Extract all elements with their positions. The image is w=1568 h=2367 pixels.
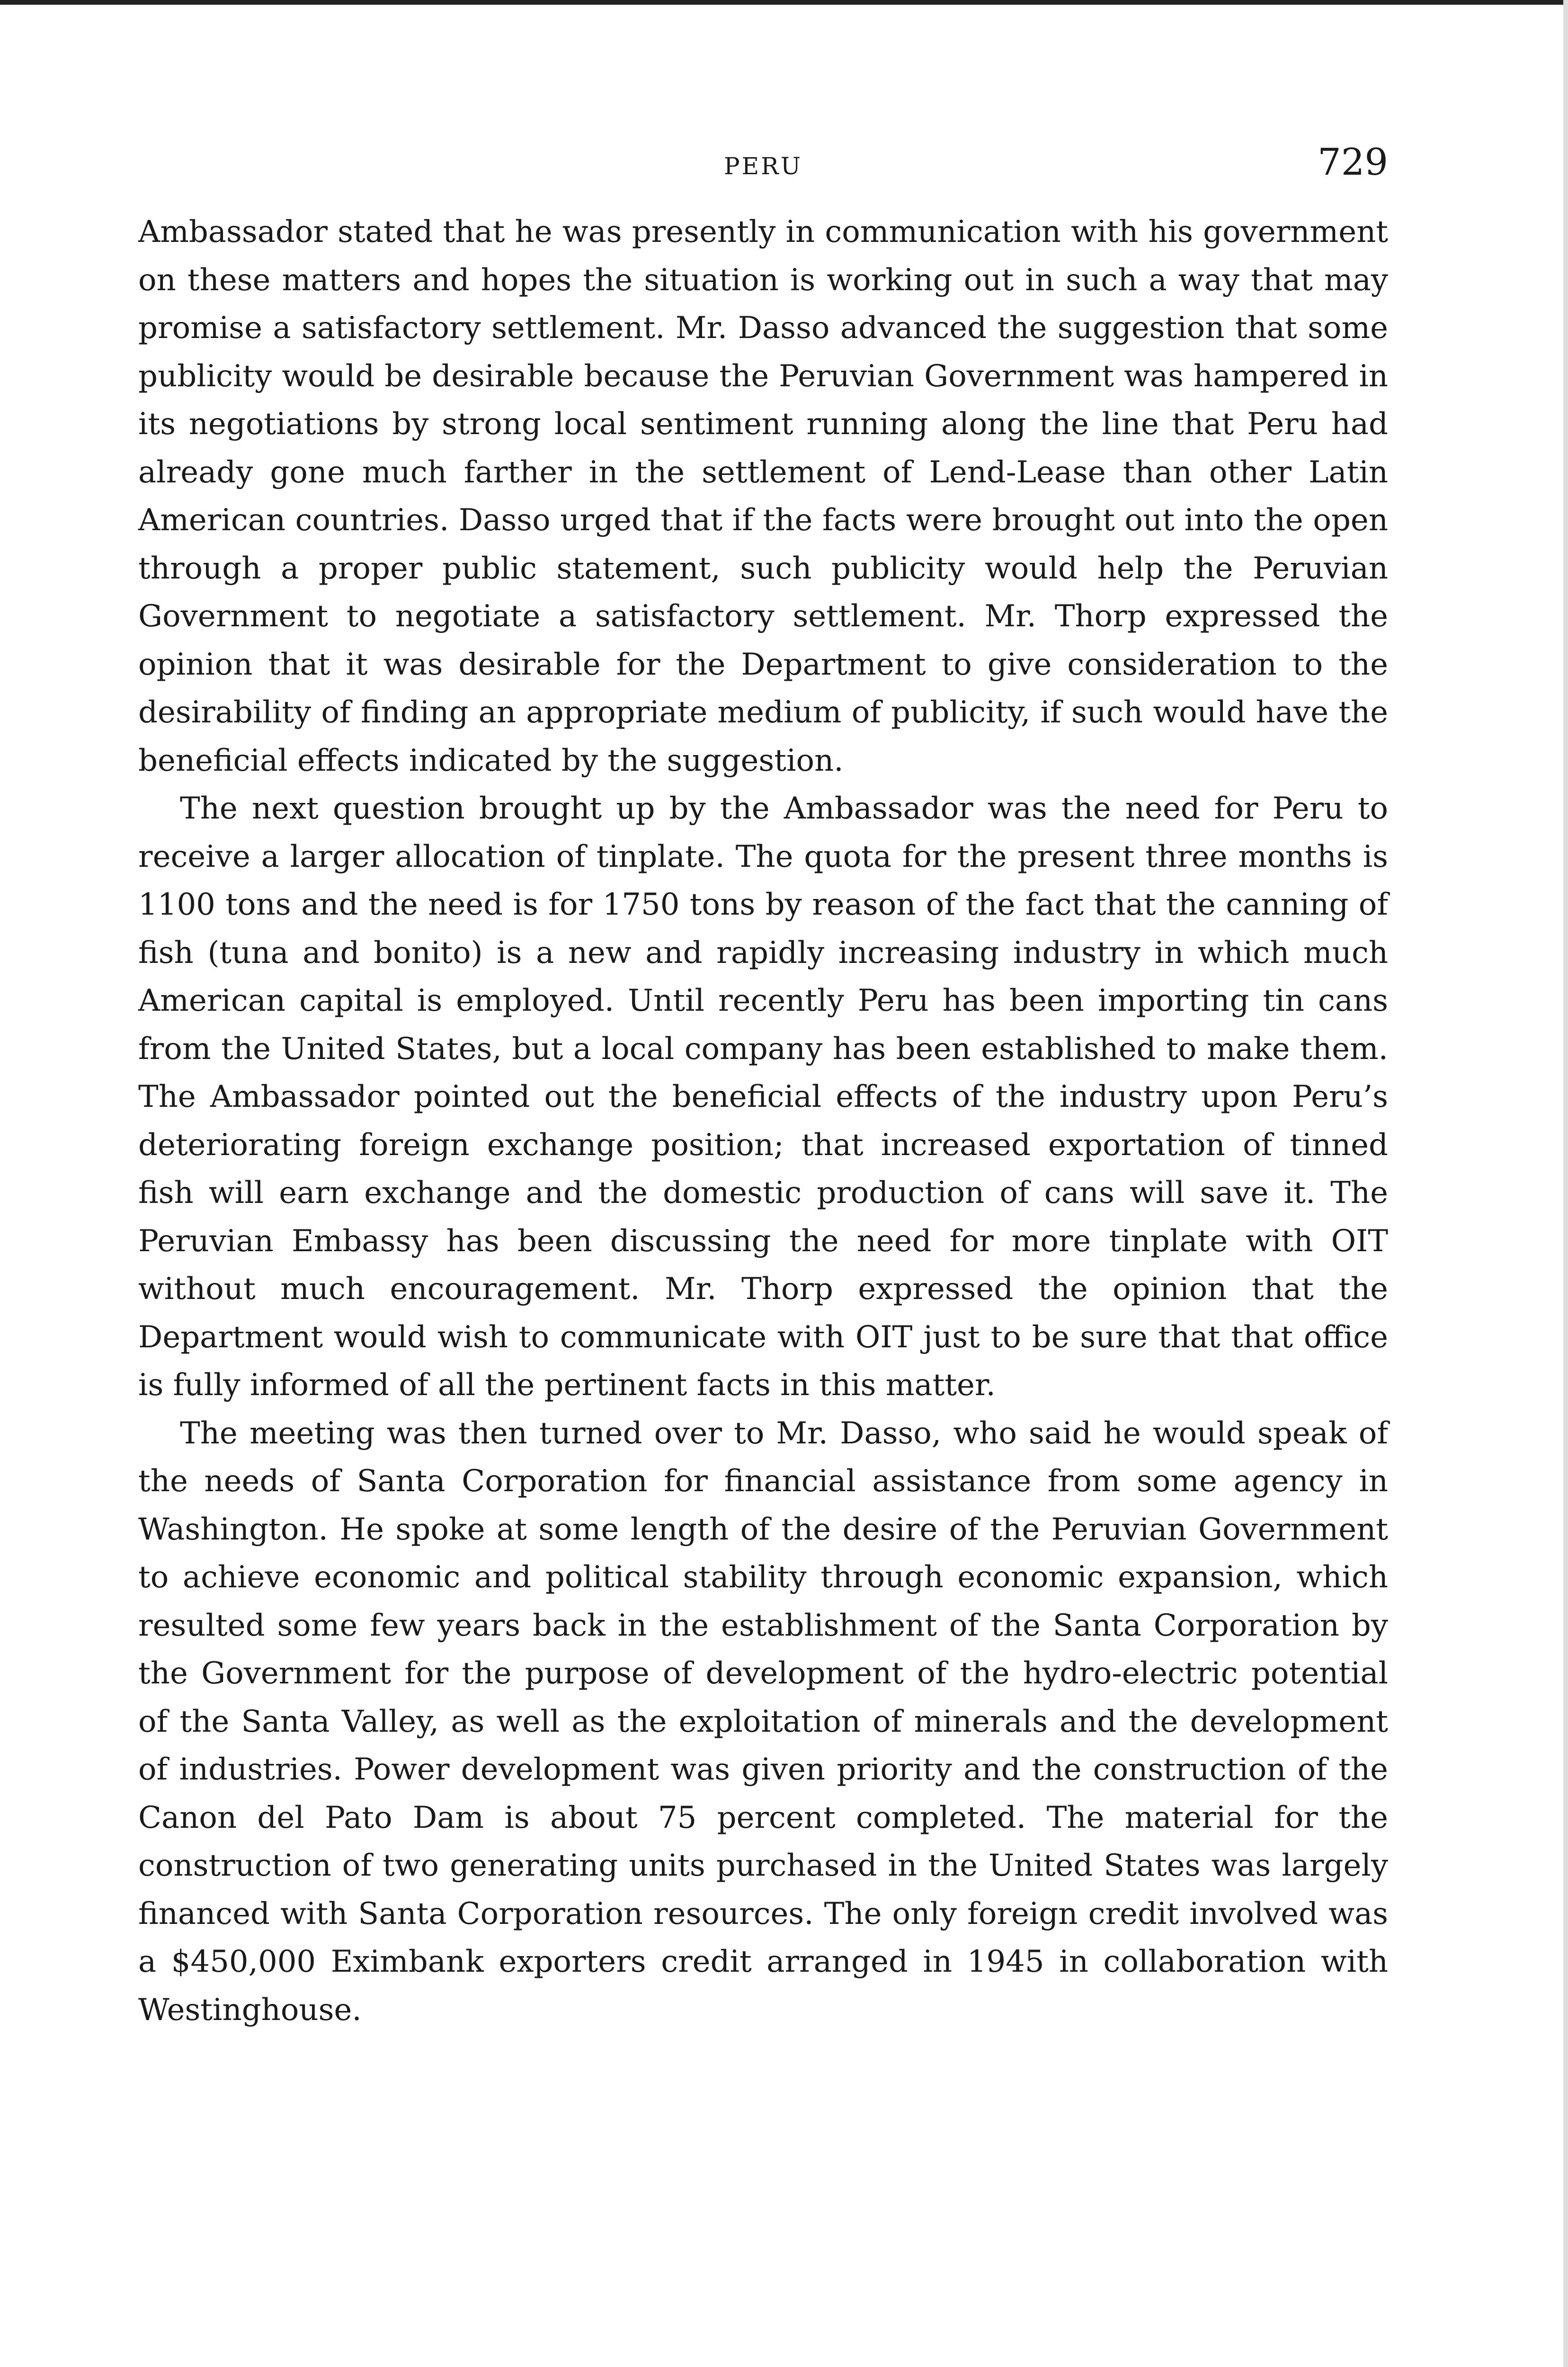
page-number: 729 bbox=[1318, 141, 1388, 184]
running-head bbox=[138, 137, 1388, 208]
running-title: PERU bbox=[724, 152, 802, 180]
paragraph-tinplate: The next question brought up by the Ambassador was the need for Peru to receive a larger allocation of tinplate. The quota for the present three months is 1100 tons and the need is for 1750 tons by reason of the fact that the canning of fish (tuna and bonito) is a new and rapidly increasing industry in which much American capital is employed. Until recently Peru has been importing tin cans from the United States, but a local company has been established to make them. The Ambassador pointed out the beneficial effects of the industry upon Peru’s deteriorating foreign exchange position; that increased exportation of tinned fish will earn exchange and the domestic production of cans will save it. The Peruvian Embassy has been discussing the need for more tinplate with OIT without much encouragement. Mr. Thorp expressed the opinion that the Department would wish to communicate with OIT just to be sure that that office is fully informed of all the pertinent facts in this matter. bbox=[138, 791, 1388, 1403]
page-right-edge bbox=[1563, 0, 1568, 2367]
paragraph-continuation: Ambassador stated that he was presently in communication with his government on these matters and hopes the situation is working out in such a way that may promise a satisfactory settlement. Mr. Dasso advanced the suggestion that some publicity would be desirable because the Peruvian Government was hampered in its negotiations by strong local sentiment running along the line that Peru had already gone much farther in the settlement of Lend-Lease than other Latin American countries. Dasso urged that if the facts were brought out into the open through a proper public statement, such publicity would help the Peruvian Government to negotiate a satisfactory settlement. Mr. Thorp expressed the opinion that it was desirable for the Department to give consideration to the desirability of finding an appropriate medium of publicity, if such would have the beneficial effects indicated by the suggestion. bbox=[138, 214, 1388, 778]
document-page bbox=[138, 137, 1388, 2034]
body-text bbox=[138, 208, 1388, 2034]
paragraph-santa-corporation: The meeting was then turned over to Mr. Dasso, who said he would speak of the needs of Santa Corporation for financial assistance from some agency in Washington. He spoke at some length of the desire of the Peruvian Government to achieve economic and political stability through economic expansion, which resulted some few years back in the establishment of the Santa Corporation by the Government for the purpose of development of the hydro-electric potential of the Santa Valley, as well as the exploitation of minerals and the development of industries. Power development was given priority and the construction of the Canon del Pato Dam is about 75 percent completed. The material for the construction of two generating units purchased in the United States was largely financed with Santa Corporation resources. The only foreign credit involved was a $450,000 Eximbank exporters credit arranged in 1945 in collaboration with Westinghouse. bbox=[138, 1415, 1388, 2028]
page-top-border bbox=[0, 0, 1568, 5]
